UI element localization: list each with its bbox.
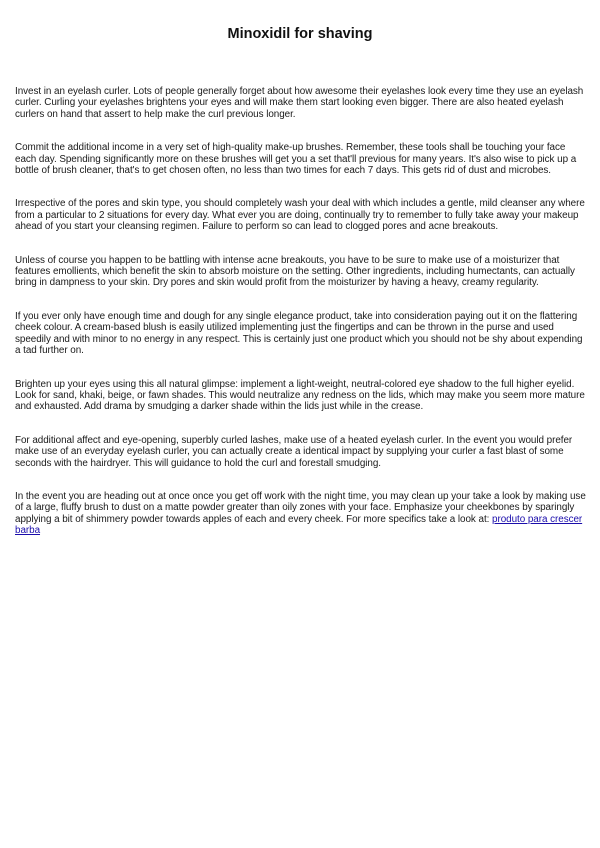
paragraph-heated-curler: For additional affect and eye-opening, superbly curled lashes, make use of a heated eyelash curler. In the event you would prefer make use of an everyday eyelash curler, you can actually create a identical impact by supplying your curler a fast blast of some seconds with the hairdryer. This will guidance to hold the curl and forestall smudging. xyxy=(15,434,573,469)
produto-link[interactable]: produto para crescer barba xyxy=(15,513,583,537)
paragraph-makeup-brushes: Commit the additional income in a very set of high-quality make-up brushes. Remember, these tools shall be touching your face each day. Spending significantly more on these brushes will get you a set that'll previous for many years. It's also wise to pick up a bottle of brush cleaner, that's to get chosen often, no less than two times for each 7 days. This gets rid of dust and microbes. xyxy=(15,142,577,177)
paragraph-cleanser: Irrespective of the pores and skin type, you should completely wash your deal with which includes a gentle, mild cleanser any where from a particular to 2 situations for every day. What ever you are doing, continually try to remember to fully take away your makeup ahead of you start your cleansing regimen. Failure to perform so can lead to clogged pores and acne breakouts. xyxy=(15,198,585,233)
paragraph-cheek-colour: If you ever only have enough time and dough for any single elegance product, take into consideration paying out it on the flattering cheek colour. A cream-based blush is easily utilized implementing just the fingertips and can be thrown in the purse and used speedily and with minor to no energy in any respect. This is certainly just one product which you should not be shy about expending a tad further on. xyxy=(15,310,583,357)
paragraph-moisturizer: Unless of course you happen to be battling with intense acne breakouts, you have to be sure to make use of a moisturizer that features emollients, which benefit the skin to absorb moisture on the setting. Other ingredients, including humectants, can actually bring in dampness to your skin. Dry pores and skin would profit from the moisturizer by having a heavy, creamy regularity. xyxy=(15,254,575,289)
document-body xyxy=(15,86,587,559)
paragraph-eyelash-curler: Invest in an eyelash curler. Lots of people generally forget about how awesome their eyelashes look every time they use an eyelash curler. Curling your eyelashes brightens your eyes and will make them start looking even bigger. There are also heated eyelash curlers on hand that assert to help make the curl previous longer. xyxy=(15,86,584,120)
paragraph-powder xyxy=(15,491,587,537)
document-title: Minoxidil for shaving xyxy=(227,26,373,42)
paragraph-eye-shadow: Brighten up your eyes using this all natural glimpse: implement a light-weight, neutral-colored eye shadow to the full higher eyelid. Look for sand, khaki, beige, or fawn shades. This would neutralize any redness on the lids, which may make you seem more mature and exhausted. Add drama by smudging a darker shade within the lids just while in the crease. xyxy=(15,378,585,413)
paragraph-powder-text: In the event you are heading out at once once you get off work with the night time, you may clean up your take a look by making use of a large, fluffy brush to dust on a matte powder greater than oily zones with your face. Emphasize your cheekbones by sparingly applying a bit of shimmery powder towards apples of each and every cheek. For more specifics take a look at: xyxy=(15,490,586,525)
